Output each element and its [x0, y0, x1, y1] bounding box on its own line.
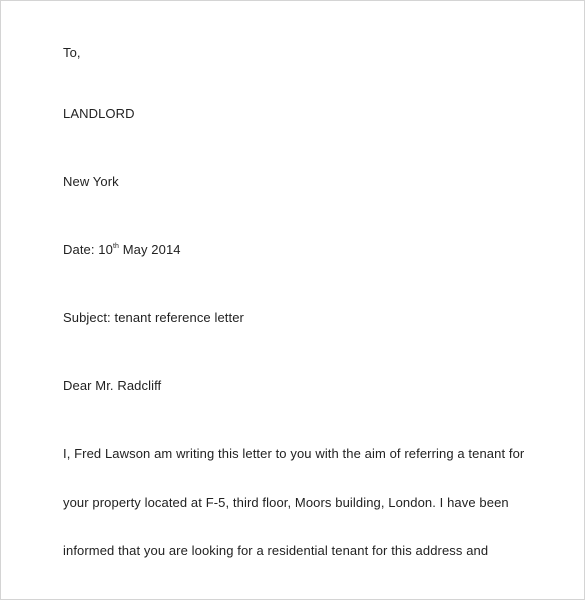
- recipient-name: LANDLORD: [63, 106, 135, 121]
- date-ordinal: th: [112, 242, 119, 250]
- date-label: Date: 10: [63, 242, 113, 257]
- body-line: informed that you are looking for a residential tenant for this address and: [63, 543, 489, 558]
- salutation-to: To,: [63, 45, 81, 60]
- letter-date: [63, 242, 181, 258]
- body-line: I, Fred Lawson am writing this letter to you with the aim of referring a tenant for: [63, 446, 525, 461]
- body-line: your property located at F-5, third floor, Moors building, London. I have been: [63, 495, 509, 510]
- letter-subject: Subject: tenant reference letter: [63, 310, 244, 325]
- recipient-city: New York: [63, 174, 119, 189]
- date-month-year: May 2014: [119, 242, 181, 257]
- letter-greeting: Dear Mr. Radcliff: [63, 378, 162, 393]
